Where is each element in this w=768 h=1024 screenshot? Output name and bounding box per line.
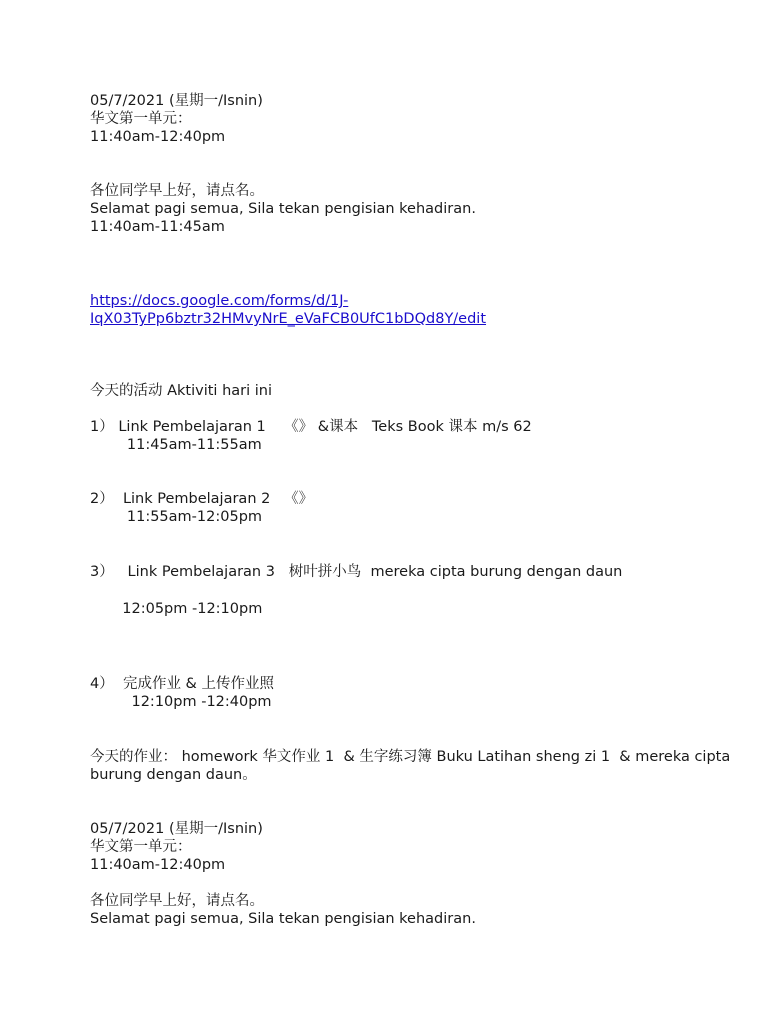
activity-4-time: 12:10pm -12:40pm	[90, 694, 272, 710]
homework-line-1: 今天的作业： homework 华文作业 1 & 生字练习簿 Buku Latihan sheng zi 1 & mereka cipta	[90, 749, 731, 765]
activity-3-time: 12:05pm -12:10pm	[90, 601, 263, 617]
activity-3-line: 3） Link Pembelajaran 3 树叶拼小鸟 mereka cipta burung dengan daun	[90, 564, 623, 580]
greeting-chinese-line: 各位同学早上好，请点名。	[90, 183, 264, 199]
activity-2-line: 2） Link Pembelajaran 2 《》	[90, 491, 314, 507]
activity-4-line: 4） 完成作业 & 上传作业照	[90, 676, 274, 692]
activity-2-time: 11:55am-12:05pm	[90, 509, 263, 525]
class-time-line: 11:40am-12:40pm	[90, 129, 226, 145]
attendance-time-line: 11:40am-11:45am	[90, 219, 225, 235]
class-time-line-repeat: 11:40am-12:40pm	[90, 857, 226, 873]
greeting-malay-line: Selamat pagi semua, Sila tekan pengisian kehadiran.	[90, 201, 476, 217]
attendance-form-link-line-2[interactable]: IqX03TyPp6bztr32HMvyNrE_eVaFCB0UfC1bDQd8Y/edit	[90, 311, 487, 327]
activities-heading: 今天的活动 Aktiviti hari ini	[90, 383, 272, 399]
greeting-malay-line-repeat: Selamat pagi semua, Sila tekan pengisian kehadiran.	[90, 911, 476, 927]
subject-line: 华文第一单元：	[90, 111, 192, 127]
activity-1-time: 11:45am-11:55am	[90, 437, 262, 453]
attendance-form-link-line-1[interactable]: https://docs.google.com/forms/d/1J-	[90, 293, 349, 309]
greeting-chinese-line-repeat: 各位同学早上好，请点名。	[90, 893, 264, 909]
homework-line-2: burung dengan daun。	[90, 767, 257, 783]
date-line-repeat: 05/7/2021 (星期一/Isnin)	[90, 821, 263, 837]
activity-1-line: 1） Link Pembelajaran 1 《》 &课本 Teks Book 课本 m/s 62	[90, 419, 532, 435]
subject-line-repeat: 华文第一单元：	[90, 839, 192, 855]
date-line: 05/7/2021 (星期一/Isnin)	[90, 93, 263, 109]
